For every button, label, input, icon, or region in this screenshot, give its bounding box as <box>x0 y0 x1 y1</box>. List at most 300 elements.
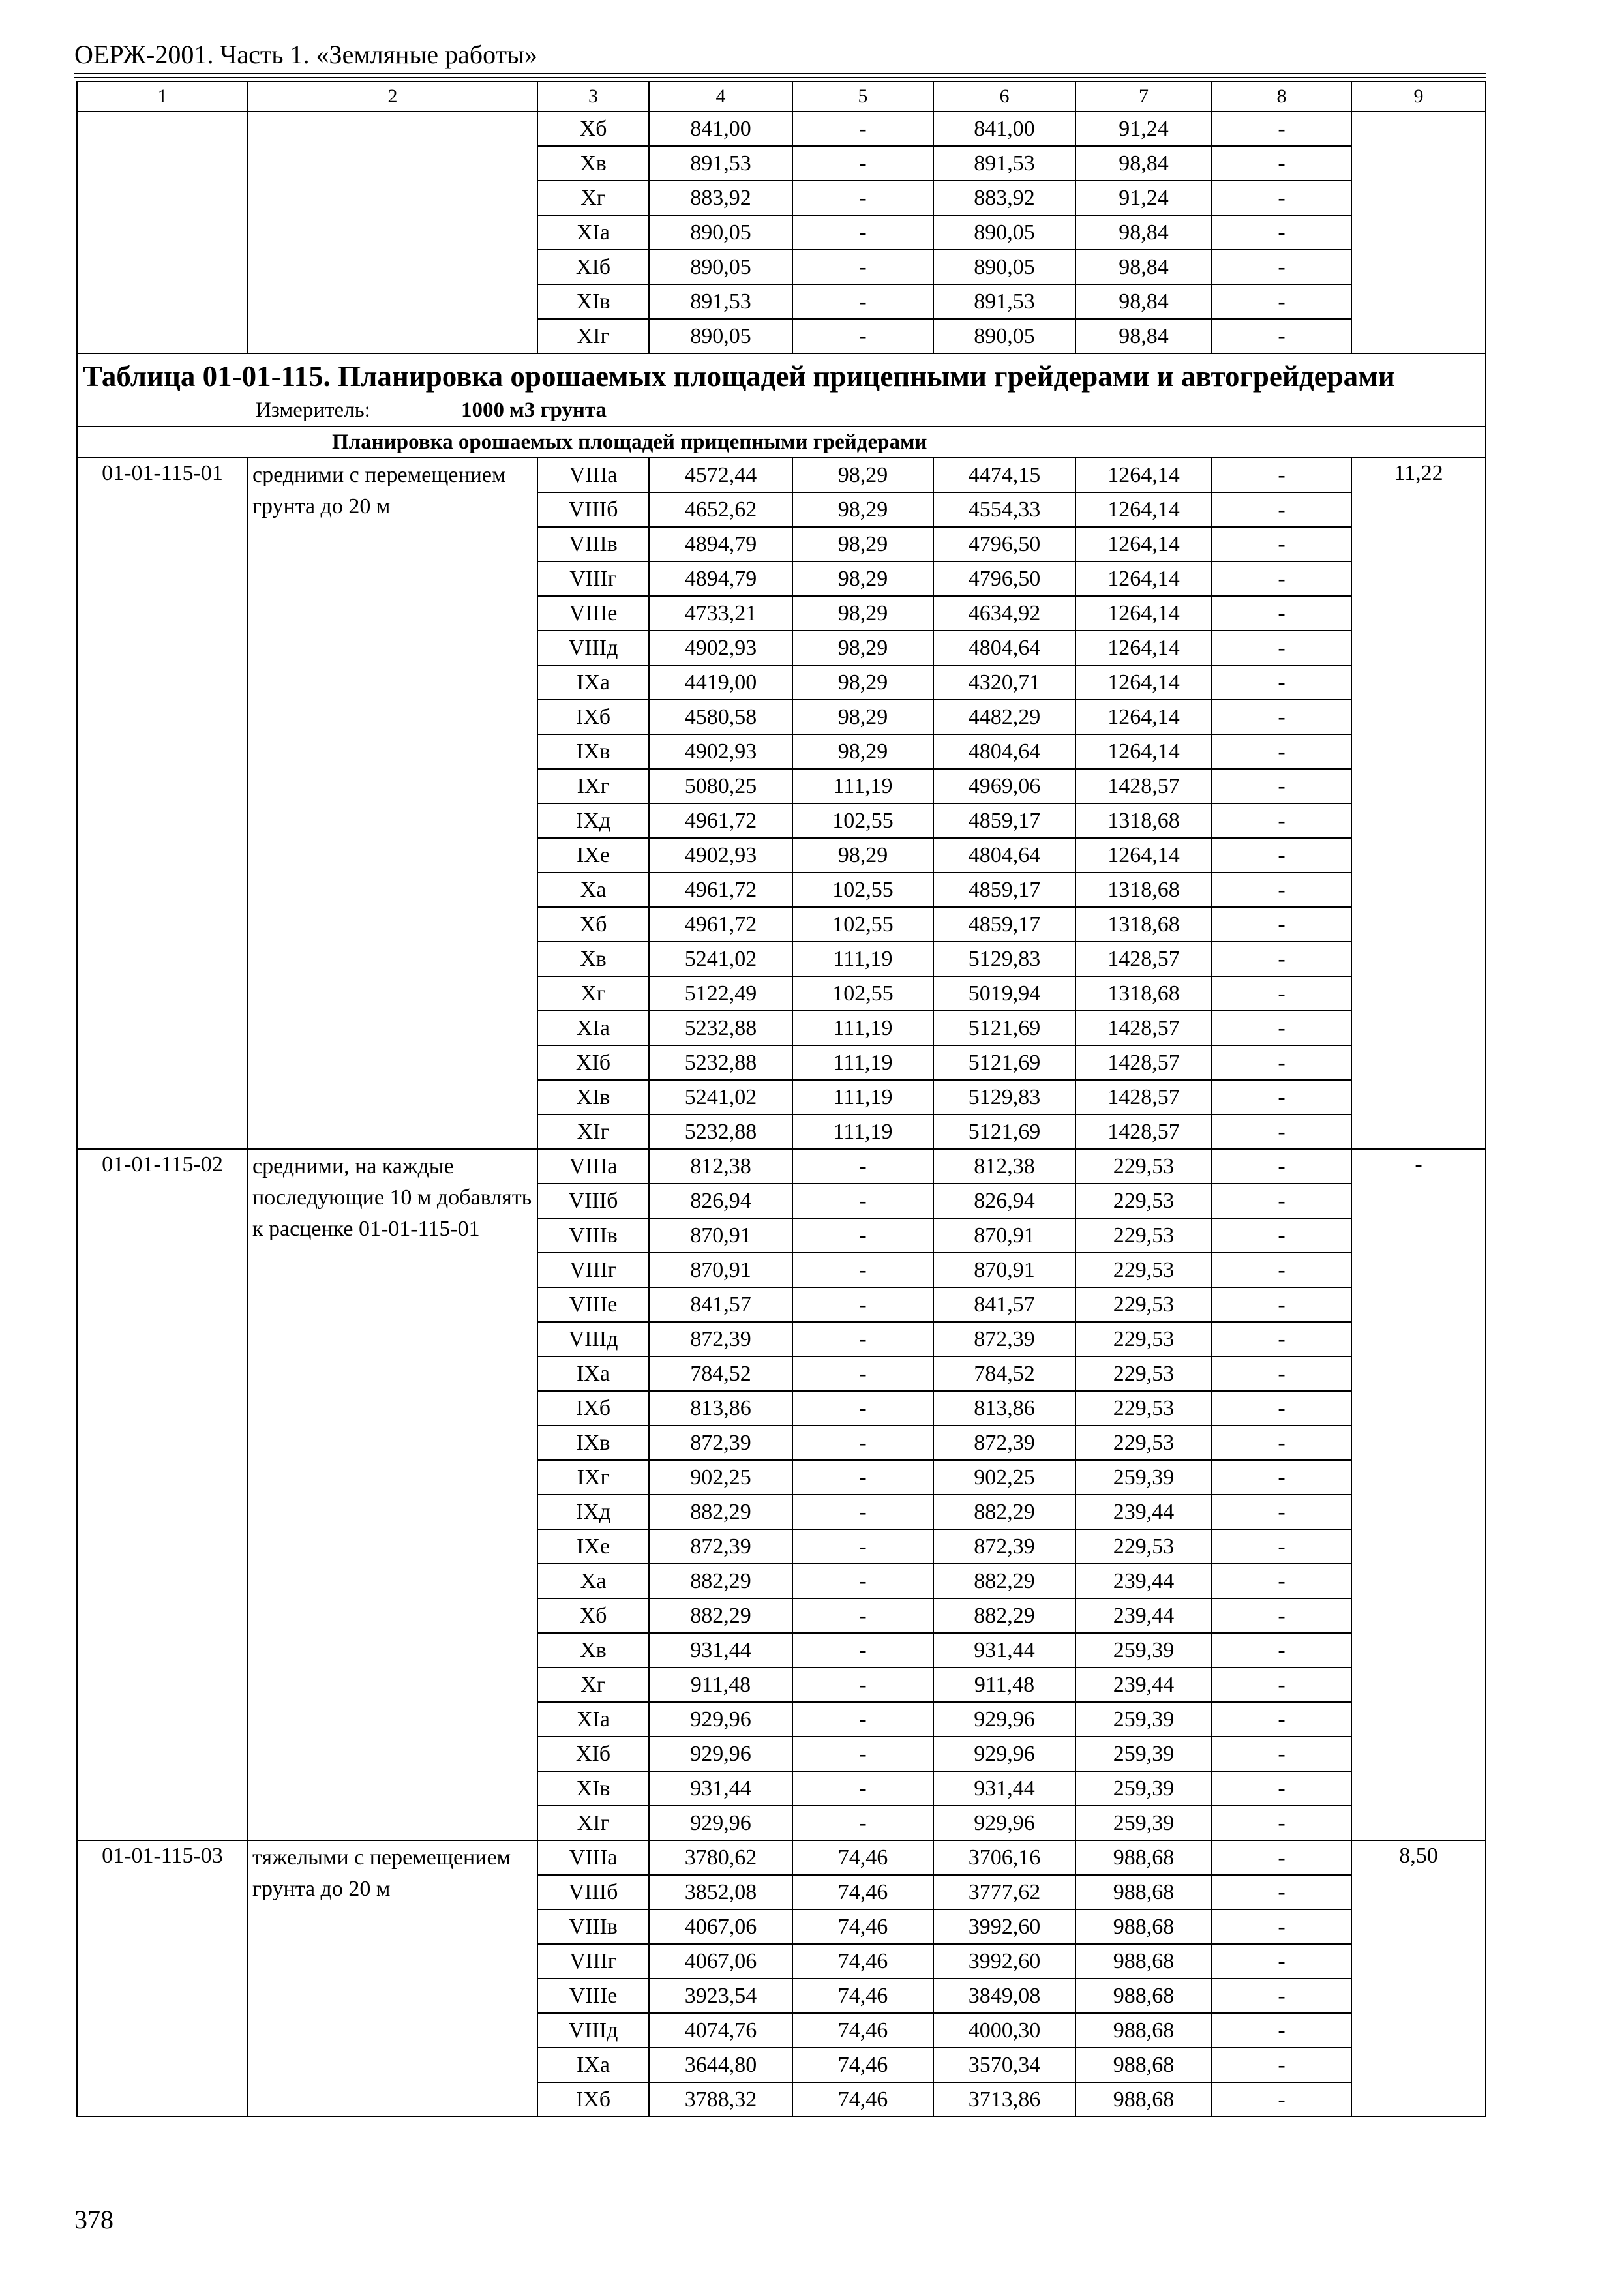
table-cell: - <box>1212 2082 1351 2117</box>
column-number-row <box>77 82 1486 112</box>
table-cell: 890,05 <box>649 215 792 250</box>
table-cell: - <box>1212 907 1351 942</box>
table-cell: - <box>1212 146 1351 181</box>
rate-code: 01-01-115-03 <box>77 1840 248 2117</box>
table-cell: 98,84 <box>1075 250 1212 284</box>
table-cell: 4796,50 <box>933 561 1075 596</box>
table-cell: - <box>1212 319 1351 353</box>
table-cell: XIг <box>537 319 649 353</box>
table-cell: 931,44 <box>933 1633 1075 1668</box>
table-cell: - <box>1212 1771 1351 1806</box>
table-cell: 98,84 <box>1075 319 1212 353</box>
table-cell: 111,19 <box>792 1045 933 1080</box>
table-cell: XIа <box>537 1011 649 1045</box>
table-row <box>77 1840 1486 1875</box>
table-cell: 1264,14 <box>1075 631 1212 665</box>
table-cell: 4474,15 <box>933 458 1075 492</box>
table-cell: - <box>1212 284 1351 319</box>
table-cell: 931,44 <box>649 1633 792 1668</box>
table-cell: 929,96 <box>933 1737 1075 1771</box>
table-cell: 239,44 <box>1075 1668 1212 1702</box>
table-title-cell <box>77 353 1486 426</box>
table-cell: 929,96 <box>649 1737 792 1771</box>
table-cell: 841,00 <box>933 112 1075 146</box>
table-cell: - <box>1212 1218 1351 1253</box>
table-cell: 111,19 <box>792 1115 933 1149</box>
column-number: 6 <box>933 82 1075 112</box>
table-cell: IXг <box>537 1460 649 1495</box>
table-cell: - <box>792 1668 933 1702</box>
table-cell: Xб <box>537 907 649 942</box>
table-cell: 1428,57 <box>1075 769 1212 803</box>
column-number: 5 <box>792 82 933 112</box>
table-cell: 784,52 <box>649 1356 792 1391</box>
table-cell: - <box>792 1184 933 1218</box>
table-cell: 4902,93 <box>649 631 792 665</box>
table-cell: 111,19 <box>792 1080 933 1115</box>
table-cell: 259,39 <box>1075 1737 1212 1771</box>
table-cell: 4894,79 <box>649 527 792 561</box>
table-cell: XIв <box>537 284 649 319</box>
table-cell: 98,84 <box>1075 284 1212 319</box>
table-cell: 988,68 <box>1075 1840 1212 1875</box>
table-cell: 883,92 <box>933 181 1075 215</box>
table-cell: IXг <box>537 769 649 803</box>
table-cell: 3992,60 <box>933 1944 1075 1979</box>
table-cell: 4961,72 <box>649 907 792 942</box>
table-cell: 988,68 <box>1075 2013 1212 2048</box>
table-cell: IXв <box>537 1426 649 1460</box>
table-cell: - <box>792 146 933 181</box>
table-cell: - <box>1212 527 1351 561</box>
table-cell: 98,29 <box>792 561 933 596</box>
table-cell: 3644,80 <box>649 2048 792 2082</box>
table-cell: 74,46 <box>792 1944 933 1979</box>
table-cell: 870,91 <box>649 1218 792 1253</box>
table-cell: 1318,68 <box>1075 803 1212 838</box>
table-row <box>77 1149 1486 1184</box>
table-cell: 3788,32 <box>649 2082 792 2117</box>
table-cell: - <box>1212 803 1351 838</box>
table-cell: - <box>792 1529 933 1564</box>
table-cell: 74,46 <box>792 1875 933 1909</box>
table-cell: VIIIд <box>537 631 649 665</box>
table-cell: - <box>1212 665 1351 700</box>
table-cell: 4961,72 <box>649 873 792 907</box>
table-cell: 102,55 <box>792 907 933 942</box>
table-cell: VIIIа <box>537 458 649 492</box>
table-cell: - <box>1212 1909 1351 1944</box>
table-cell: - <box>1212 769 1351 803</box>
table-cell: 890,05 <box>933 250 1075 284</box>
table-cell: - <box>1212 976 1351 1011</box>
table-cell: 1318,68 <box>1075 907 1212 942</box>
table-cell: 5121,69 <box>933 1011 1075 1045</box>
table-cell: 259,39 <box>1075 1806 1212 1840</box>
table-cell: - <box>792 181 933 215</box>
table-cell: - <box>1212 1668 1351 1702</box>
table-title: Таблица 01-01-115. Планировка орошаемых площадей прицепными грейдерами и автогрейдерами <box>83 360 1395 393</box>
table-cell: 1428,57 <box>1075 942 1212 976</box>
table-cell: Xб <box>537 1598 649 1633</box>
table-cell: 74,46 <box>792 2082 933 2117</box>
table-cell: IXв <box>537 734 649 769</box>
table-cell: XIб <box>537 1045 649 1080</box>
table-cell: 872,39 <box>649 1426 792 1460</box>
table-cell: XIг <box>537 1806 649 1840</box>
table-cell: - <box>1212 1495 1351 1529</box>
table-cell: 3849,08 <box>933 1979 1075 2013</box>
table-cell: VIIIб <box>537 1875 649 1909</box>
table-cell: IXе <box>537 1529 649 1564</box>
table-cell: 98,29 <box>792 631 933 665</box>
table-cell: - <box>792 1391 933 1426</box>
table-cell: 4902,93 <box>649 838 792 873</box>
table-cell: 4859,17 <box>933 907 1075 942</box>
table-cell: 872,39 <box>933 1426 1075 1460</box>
table-cell: 1264,14 <box>1075 561 1212 596</box>
table-cell: XIг <box>537 1115 649 1149</box>
table-cell: Xа <box>537 873 649 907</box>
table-cell: 98,29 <box>792 527 933 561</box>
table-cell: - <box>1212 215 1351 250</box>
empty-col9-cell <box>1351 112 1486 353</box>
table-cell: 1264,14 <box>1075 665 1212 700</box>
table-cell: 890,05 <box>649 319 792 353</box>
table-cell: 259,39 <box>1075 1460 1212 1495</box>
table-cell: VIIIе <box>537 1979 649 2013</box>
table-cell: - <box>1212 942 1351 976</box>
measure-value: 1000 м3 грунта <box>461 398 607 422</box>
table-cell: 826,94 <box>649 1184 792 1218</box>
table-cell: 4482,29 <box>933 700 1075 734</box>
measure-line <box>83 397 1480 423</box>
table-cell: 3852,08 <box>649 1875 792 1909</box>
table-cell: 1428,57 <box>1075 1011 1212 1045</box>
table-cell: 891,53 <box>933 284 1075 319</box>
table-cell: 5241,02 <box>649 1080 792 1115</box>
table-cell: 882,29 <box>933 1598 1075 1633</box>
table-cell: - <box>792 1356 933 1391</box>
table-cell: - <box>1212 250 1351 284</box>
table-cell: 229,53 <box>1075 1529 1212 1564</box>
table-cell: 98,84 <box>1075 146 1212 181</box>
table-cell: 1264,14 <box>1075 596 1212 631</box>
table-cell: 98,29 <box>792 838 933 873</box>
table-cell: 5019,94 <box>933 976 1075 1011</box>
table-cell: - <box>1212 1115 1351 1149</box>
table-cell: 98,84 <box>1075 215 1212 250</box>
table-cell: 902,25 <box>649 1460 792 1495</box>
table-cell: - <box>1212 492 1351 527</box>
table-cell: - <box>1212 734 1351 769</box>
table-cell: 890,05 <box>649 250 792 284</box>
table-cell: 1264,14 <box>1075 492 1212 527</box>
table-cell: 988,68 <box>1075 1909 1212 1944</box>
table-row <box>77 112 1486 146</box>
table-cell: 229,53 <box>1075 1253 1212 1287</box>
table-cell: 3992,60 <box>933 1909 1075 1944</box>
table-cell: - <box>792 250 933 284</box>
table-cell: Xв <box>537 942 649 976</box>
table-cell: 98,29 <box>792 734 933 769</box>
table-cell: - <box>1212 181 1351 215</box>
table-cell: Xг <box>537 181 649 215</box>
table-cell: 813,86 <box>933 1391 1075 1426</box>
table-cell: - <box>1212 561 1351 596</box>
table-cell: - <box>792 215 933 250</box>
table-cell: - <box>1212 112 1351 146</box>
table-cell: - <box>1212 1391 1351 1426</box>
table-cell: - <box>792 1495 933 1529</box>
table-cell: VIIIб <box>537 492 649 527</box>
table-cell: 4894,79 <box>649 561 792 596</box>
table-cell: 929,96 <box>933 1702 1075 1737</box>
table-cell: 3713,86 <box>933 2082 1075 2117</box>
table-cell: - <box>1212 2048 1351 2082</box>
table-cell: 259,39 <box>1075 1633 1212 1668</box>
table-cell: 4634,92 <box>933 596 1075 631</box>
table-cell: IXд <box>537 1495 649 1529</box>
table-cell: 902,25 <box>933 1460 1075 1495</box>
table-cell: 882,29 <box>933 1495 1075 1529</box>
table-row <box>77 458 1486 492</box>
table-cell: 1318,68 <box>1075 976 1212 1011</box>
empty-code-cell <box>77 112 248 353</box>
table-cell: 1264,14 <box>1075 838 1212 873</box>
table-cell: 988,68 <box>1075 1944 1212 1979</box>
table-cell: 98,29 <box>792 700 933 734</box>
table-cell: 4733,21 <box>649 596 792 631</box>
table-cell: 882,29 <box>649 1564 792 1598</box>
table-cell: 870,91 <box>933 1253 1075 1287</box>
table-cell: 4796,50 <box>933 527 1075 561</box>
table-cell: VIIIб <box>537 1184 649 1218</box>
table-cell: 1264,14 <box>1075 458 1212 492</box>
table-cell: 4074,76 <box>649 2013 792 2048</box>
table-cell: 870,91 <box>933 1218 1075 1253</box>
table-cell: - <box>1212 1322 1351 1356</box>
table-cell: XIв <box>537 1080 649 1115</box>
table-cell: 4902,93 <box>649 734 792 769</box>
table-cell: 229,53 <box>1075 1184 1212 1218</box>
table-cell: 98,29 <box>792 665 933 700</box>
empty-desc-cell <box>248 112 537 353</box>
table-cell: 1428,57 <box>1075 1045 1212 1080</box>
table-cell: 872,39 <box>933 1322 1075 1356</box>
table-cell: IXа <box>537 2048 649 2082</box>
table-cell: 872,39 <box>933 1529 1075 1564</box>
table-cell: 74,46 <box>792 1979 933 2013</box>
table-cell: IXб <box>537 1391 649 1426</box>
table-cell: 229,53 <box>1075 1322 1212 1356</box>
table-cell: - <box>792 1460 933 1495</box>
header-rule <box>74 73 1486 74</box>
table-cell: - <box>1212 873 1351 907</box>
table-cell: - <box>1212 1944 1351 1979</box>
table-cell: 4572,44 <box>649 458 792 492</box>
table-cell: 1264,14 <box>1075 527 1212 561</box>
rate-description: средними, на каждые последующие 10 м добавлять к расценке 01-01-115-01 <box>248 1149 537 1840</box>
table-cell: 3780,62 <box>649 1840 792 1875</box>
table-cell: 4067,06 <box>649 1909 792 1944</box>
table-cell: 259,39 <box>1075 1771 1212 1806</box>
table-cell: 5232,88 <box>649 1011 792 1045</box>
table-cell: 239,44 <box>1075 1495 1212 1529</box>
table-cell: 891,53 <box>649 284 792 319</box>
table-cell: 841,57 <box>933 1287 1075 1322</box>
column-number: 1 <box>77 82 248 112</box>
table-cell: 4804,64 <box>933 631 1075 665</box>
table-cell: 841,00 <box>649 112 792 146</box>
table-cell: 229,53 <box>1075 1149 1212 1184</box>
rate-code: 01-01-115-02 <box>77 1149 248 1840</box>
table-cell: 74,46 <box>792 1909 933 1944</box>
table-cell: 98,29 <box>792 596 933 631</box>
table-cell: 872,39 <box>649 1322 792 1356</box>
table-cell: 239,44 <box>1075 1598 1212 1633</box>
table-cell: 4804,64 <box>933 734 1075 769</box>
section-subheader-row <box>77 426 1486 458</box>
table-cell: IXе <box>537 838 649 873</box>
table-cell: 98,29 <box>792 458 933 492</box>
table-cell: VIIIа <box>537 1149 649 1184</box>
table-cell: 229,53 <box>1075 1391 1212 1426</box>
table-cell: - <box>1212 1702 1351 1737</box>
table-cell: 4652,62 <box>649 492 792 527</box>
table-cell: - <box>792 1322 933 1356</box>
table-cell: 239,44 <box>1075 1564 1212 1598</box>
table-cell: 1264,14 <box>1075 700 1212 734</box>
column-number: 4 <box>649 82 792 112</box>
table-cell: 1428,57 <box>1075 1115 1212 1149</box>
table-cell: - <box>792 1633 933 1668</box>
table-cell: 882,29 <box>649 1598 792 1633</box>
table-cell: 74,46 <box>792 2048 933 2082</box>
table-cell: - <box>1212 1287 1351 1322</box>
table-cell: 229,53 <box>1075 1356 1212 1391</box>
table-cell: 5232,88 <box>649 1045 792 1080</box>
table-cell: - <box>1212 631 1351 665</box>
table-cell: 911,48 <box>649 1668 792 1702</box>
table-cell: 5080,25 <box>649 769 792 803</box>
header-rule <box>74 77 1486 78</box>
running-header: ОЕРЖ-2001. Часть 1. «Земляные работы» <box>74 40 537 69</box>
table-cell: 4804,64 <box>933 838 1075 873</box>
table-cell: 929,96 <box>933 1806 1075 1840</box>
table-cell: Xв <box>537 1633 649 1668</box>
table-cell: 4554,33 <box>933 492 1075 527</box>
table-cell: 929,96 <box>649 1806 792 1840</box>
table-cell: 1264,14 <box>1075 734 1212 769</box>
table-cell: - <box>792 1426 933 1460</box>
table-cell: - <box>1212 1806 1351 1840</box>
table-cell: 5129,83 <box>933 1080 1075 1115</box>
table-cell: 5121,69 <box>933 1045 1075 1080</box>
table-cell: 4580,58 <box>649 700 792 734</box>
table-cell: Xб <box>537 112 649 146</box>
table-cell: - <box>1212 1737 1351 1771</box>
page-number: 378 <box>74 2205 113 2234</box>
table-cell: 102,55 <box>792 803 933 838</box>
table-title-row <box>77 353 1486 426</box>
table-cell: XIа <box>537 215 649 250</box>
table-cell: XIа <box>537 1702 649 1737</box>
table-cell: XIб <box>537 1737 649 1771</box>
measure-label: Измеритель: <box>256 398 370 422</box>
table-cell: 111,19 <box>792 1011 933 1045</box>
table-cell: 4859,17 <box>933 803 1075 838</box>
column-number: 2 <box>248 82 537 112</box>
column-number: 7 <box>1075 82 1212 112</box>
table-cell: - <box>1212 1840 1351 1875</box>
table-cell: 111,19 <box>792 942 933 976</box>
table-cell: - <box>1212 838 1351 873</box>
table-cell: VIIIд <box>537 1322 649 1356</box>
column-number: 9 <box>1351 82 1486 112</box>
table-cell: 3923,54 <box>649 1979 792 2013</box>
table-cell: 988,68 <box>1075 1979 1212 2013</box>
table-cell: 813,86 <box>649 1391 792 1426</box>
table-cell: VIIIв <box>537 1909 649 1944</box>
table-cell: 98,29 <box>792 492 933 527</box>
table-cell: Xг <box>537 1668 649 1702</box>
table-cell: 841,57 <box>649 1287 792 1322</box>
table-cell: - <box>1212 1149 1351 1184</box>
table-cell: 74,46 <box>792 2013 933 2048</box>
column-number: 8 <box>1212 82 1351 112</box>
table-cell: 4969,06 <box>933 769 1075 803</box>
table-cell: 883,92 <box>649 181 792 215</box>
table-cell: 812,38 <box>933 1149 1075 1184</box>
table-cell: 4000,30 <box>933 2013 1075 2048</box>
table-cell: VIIIд <box>537 2013 649 2048</box>
table-cell: VIIIг <box>537 561 649 596</box>
table-cell: 882,29 <box>649 1495 792 1529</box>
table-cell: - <box>1212 1426 1351 1460</box>
table-cell: 784,52 <box>933 1356 1075 1391</box>
table-cell: - <box>1212 596 1351 631</box>
table-cell: 3706,16 <box>933 1840 1075 1875</box>
rate-description: средними с перемещением грунта до 20 м <box>248 458 537 1149</box>
table-cell: - <box>792 1598 933 1633</box>
table-cell: 931,44 <box>933 1771 1075 1806</box>
rate-code: 01-01-115-01 <box>77 458 248 1149</box>
table-body <box>77 82 1486 2117</box>
table-cell: - <box>1212 1356 1351 1391</box>
table-cell: IXб <box>537 2082 649 2117</box>
table-cell: - <box>1212 1875 1351 1909</box>
table-cell: 1318,68 <box>1075 873 1212 907</box>
table-cell: VIIIг <box>537 1253 649 1287</box>
table-cell: 74,46 <box>792 1840 933 1875</box>
table-cell: 91,24 <box>1075 112 1212 146</box>
table-cell: - <box>792 1806 933 1840</box>
table-cell: VIIIг <box>537 1944 649 1979</box>
table-cell: IXа <box>537 665 649 700</box>
table-cell: - <box>792 1737 933 1771</box>
table-cell: 4859,17 <box>933 873 1075 907</box>
table-cell: 5232,88 <box>649 1115 792 1149</box>
table-cell: 882,29 <box>933 1564 1075 1598</box>
table-cell: 4961,72 <box>649 803 792 838</box>
labor-value: 8,50 <box>1351 1840 1486 2117</box>
table-cell: - <box>1212 1979 1351 2013</box>
table-cell: IXб <box>537 700 649 734</box>
table-cell: 4320,71 <box>933 665 1075 700</box>
table-cell: - <box>1212 1011 1351 1045</box>
table-cell: 5129,83 <box>933 942 1075 976</box>
